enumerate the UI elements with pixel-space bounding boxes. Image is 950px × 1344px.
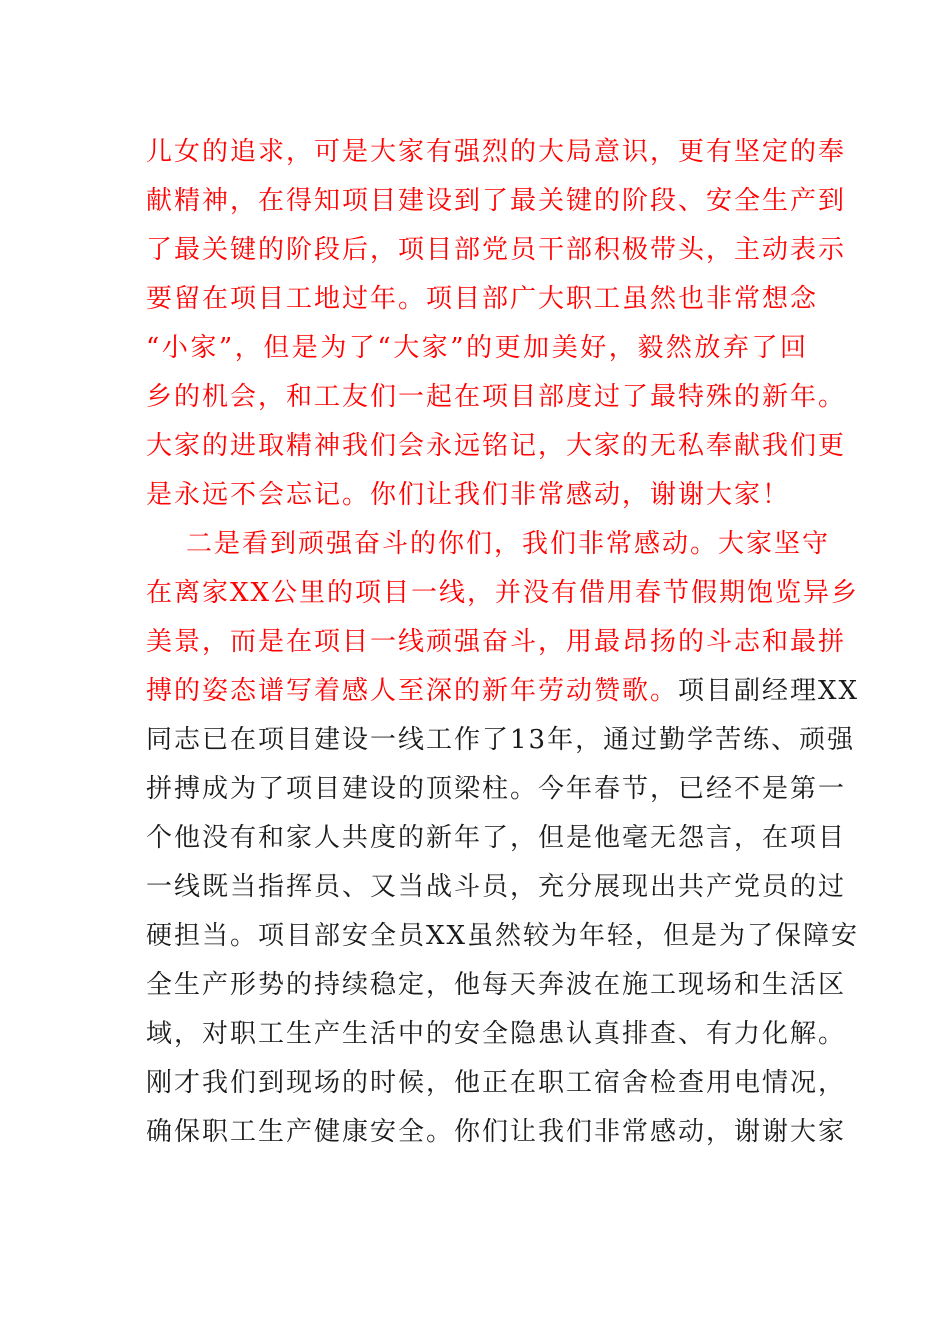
paragraph-line: 乡的机会，和工友们一起在项目部度过了最特殊的新年。 <box>146 382 847 412</box>
paragraph-line: 大家的进取精神我们会永远铭记，大家的无私奉献我们更 <box>146 431 847 461</box>
paragraph-line: 全生产形势的持续稳定，他每天奔波在施工现场和生活区 <box>146 970 847 1000</box>
paragraph-line: 要留在项目工地过年。项目部广大职工虽然也非常想念 <box>146 284 819 314</box>
paragraph-line: 了最关键的阶段后，项目部党员干部积极带头，主动表示 <box>146 235 847 265</box>
paragraph-line: 儿女的追求，可是大家有强烈的大局意识，更有坚定的奉 <box>146 137 847 167</box>
paragraph-line: 一线既当指挥员、又当战斗员，充分展现出共产党员的过 <box>146 872 847 902</box>
paragraph-line: 在离家XX公里的项目一线，并没有借用春节假期饱览异乡 <box>146 578 860 608</box>
body-text: 项目副经理XX <box>678 676 860 706</box>
paragraph-line: 硬担当。项目部安全员XX虽然较为年轻，但是为了保障安 <box>146 921 860 951</box>
document-body <box>146 128 860 1157</box>
paragraph-line: 二是看到顽强奋斗的你们，我们非常感动。大家坚守 <box>186 529 831 559</box>
highlighted-text: 搏的姿态谱写着感人至深的新年劳动赞歌。 <box>146 676 679 706</box>
paragraph-line: 刚才我们到现场的时候，他正在职工宿舍检查用电情况， <box>146 1068 847 1098</box>
paragraph-line: 美景，而是在项目一线顽强奋斗，用最昂扬的斗志和最拼 <box>146 627 847 657</box>
paragraph-line: 是永远不会忘记。你们让我们非常感动，谢谢大家！ <box>146 480 791 510</box>
paragraph-line: 个他没有和家人共度的新年了，但是他毫无怨言，在项目 <box>146 823 847 853</box>
paragraph-line-mixed <box>146 667 860 716</box>
paragraph-line: “小家”，但是为了“大家”的更加美好，毅然放弃了回 <box>146 333 808 363</box>
paragraph-line: 域，对职工生产生活中的安全隐患认真排查、有力化解。 <box>146 1019 847 1049</box>
paragraph-line: 确保职工生产健康安全。你们让我们非常感动，谢谢大家 <box>146 1117 847 1147</box>
paragraph-line: 拼搏成为了项目建设的顶梁柱。今年春节，已经不是第一 <box>146 774 847 804</box>
paragraph-line: 献精神，在得知项目建设到了最关键的阶段、安全生产到 <box>146 186 847 216</box>
paragraph-line: 同志已在项目建设一线工作了13年，通过勤学苦练、顽强 <box>146 725 856 755</box>
